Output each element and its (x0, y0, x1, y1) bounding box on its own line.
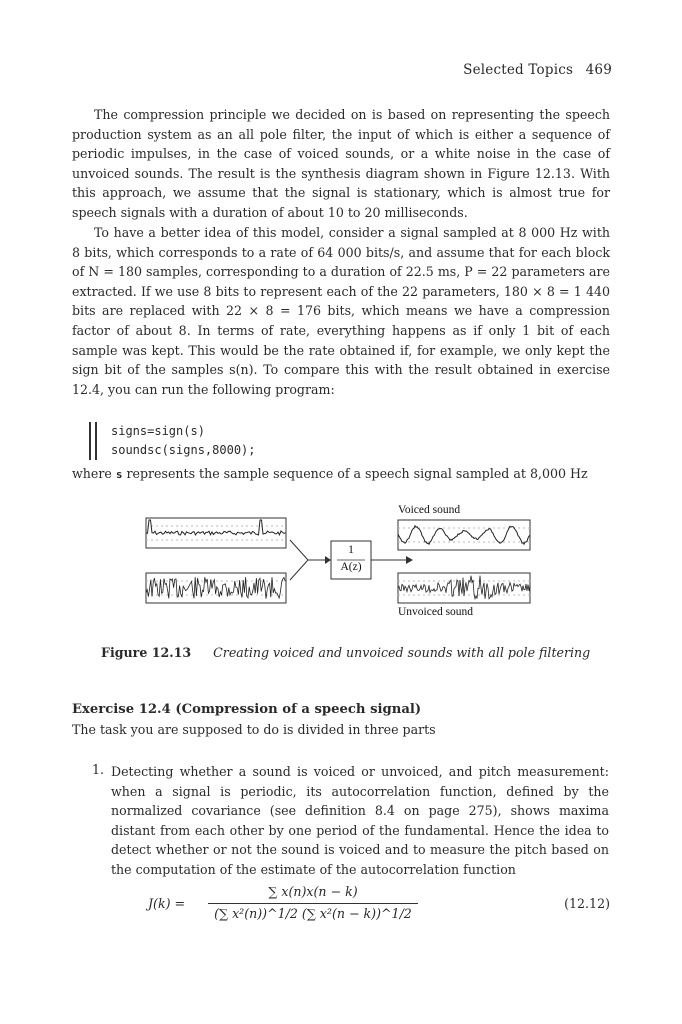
list-item-text: Detecting whether a sound is voiced or unvoiced, and pitch measurement: when a signal is periodic, its autocorrelation function, defined by the normalized covariance (see definition 8.4 on page 275), shows maxima distant from each other by one period of the fundamental. Hence the idea to detect whether or not the sound is voiced and to measure the pitch based on the computation of the estimate of the autocorrelation function (111, 764, 609, 877)
code-line-1: signs=sign(s) (111, 424, 205, 438)
where-suffix: represents the sample sequence of a speech signal sampled at 8,000 Hz (126, 466, 588, 481)
page-number: 469 (585, 62, 612, 78)
code-line-2: soundsc(signs,8000); (111, 443, 256, 457)
exercise-intro: The task you are supposed to do is divided in three parts (72, 722, 436, 737)
equation-numerator: ∑ x(n)x(n − k) (268, 884, 358, 899)
figure-12-13 (0, 498, 682, 628)
exercise-heading: Exercise 12.4 (Compression of a speech signal) (72, 702, 422, 717)
code-block (89, 422, 256, 460)
equation-number: (12.12) (564, 896, 610, 911)
switch-lines (290, 540, 308, 580)
unvoiced-label: Unvoiced sound (398, 606, 474, 618)
paragraph-2: To have a better idea of this model, consider a signal sampled at 8 000 Hz with 8 bits, which corresponds to a rate of 64 000 bits/s, and assume that for each block of N = 180 samples, corresponding to a duration of 22.5 ms, P = 22 parameters are extracted. If we use 8 bits to represent each of the 22 parameters, 180 × 8 = 1 440 bits are replaced with 22 × 8 = 176 bits, which means we have a compression factor of about 8. In terms of rate, everything happens as if only 1 bit of each sample was kept. This would be the rate obtained if, for example, we only kept the sign bit of the samples s(n). To compare this with the result obtained in exercise 12.4, you can run the following program: (72, 225, 610, 397)
running-header (463, 62, 612, 78)
figure-caption (101, 645, 590, 660)
list-item-number: 1. (92, 762, 105, 777)
voiced-label: Voiced sound (398, 504, 461, 516)
equation-fraction-bar (208, 903, 418, 904)
unvoiced-output-box (398, 573, 530, 603)
where-variable: s (115, 468, 123, 481)
caption-number: Figure 12.13 (101, 645, 192, 660)
filter-numerator: 1 (348, 544, 354, 556)
equation-denominator: (∑ x²(n))^1/2 (∑ x²(n − k))^1/2 (214, 906, 412, 921)
equation-12-12 (148, 886, 610, 926)
header-title: Selected Topics (463, 62, 574, 78)
caption-text: Creating voiced and unvoiced sounds with all pole filtering (213, 645, 591, 660)
voiced-output-box (398, 520, 530, 550)
equation-lhs: J(k) = (148, 896, 186, 911)
paragraph-1: The compression principle we decided on is based on representing the speech production system as an all pole filter, the input of which is either a sequence of periodic impulses, in the case of voiced sounds, or a white noise in the case of unvoiced sounds. The result is the synthesis diagram shown in Figure 12.13. With this approach, we assume that the signal is stationary, which is almost true for speech signals with a duration of about 10 to 20 milliseconds. (72, 107, 610, 220)
filter-denominator: A(z) (340, 561, 362, 573)
where-prefix: where (72, 466, 112, 481)
where-sentence (72, 466, 588, 481)
